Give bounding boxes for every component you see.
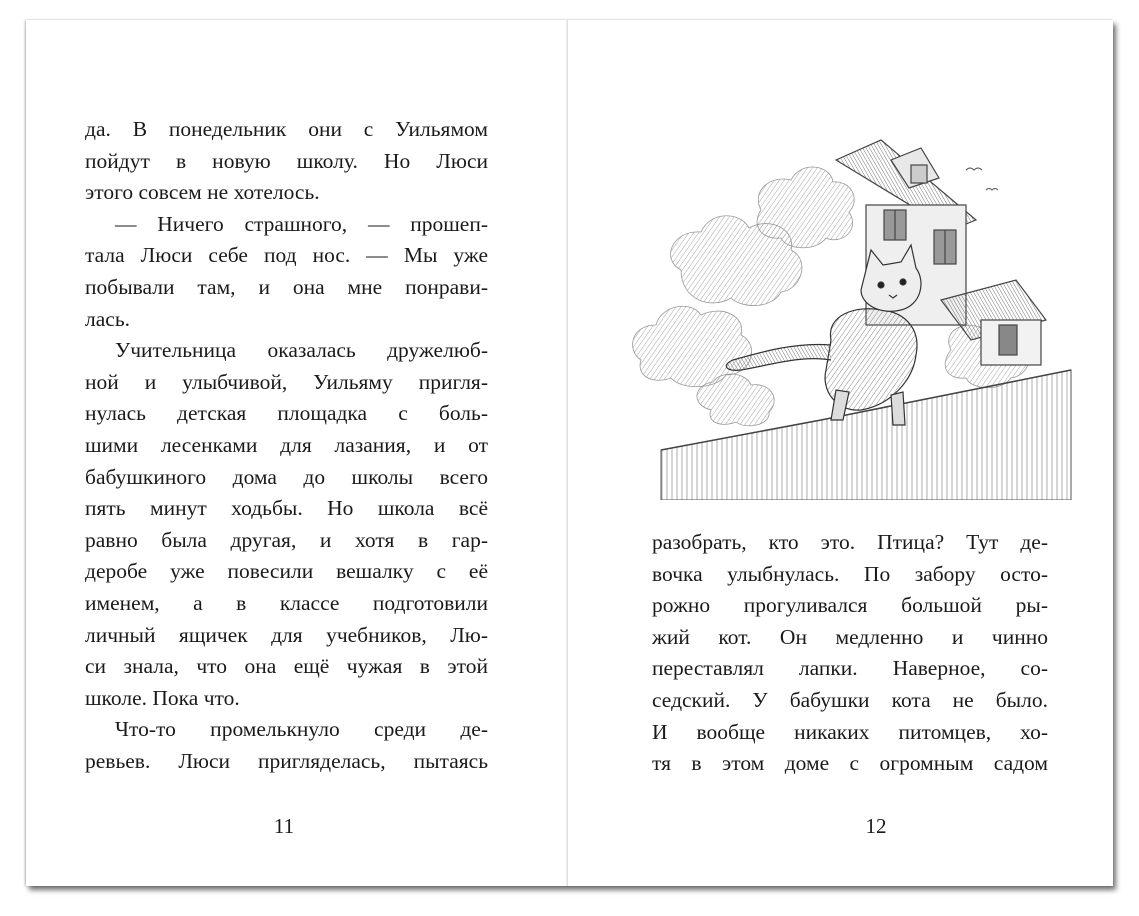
- text-line: нулась детская площадка с боль-: [85, 401, 488, 426]
- text-line: жий кот. Он медленно и чинно: [652, 624, 1048, 649]
- cat-on-fence-illustration: [621, 120, 1081, 500]
- text-line: да. В понедельник они с Уильямом: [85, 117, 488, 141]
- text-line: пойдут в новую школу. Но Люси: [85, 148, 488, 173]
- text-line: побывали там, и она мне понрави-: [85, 274, 488, 299]
- text-line: именем, а в классе подготовили: [85, 590, 488, 615]
- left-page-text: [85, 114, 488, 777]
- text-line: переставлял лапки. Наверное, со-: [652, 656, 1048, 681]
- text-line: ревьев. Люси пригляделась, пытаясь: [85, 748, 488, 773]
- text-line: — Ничего страшного, — прошеп-: [115, 211, 488, 236]
- right-page: [568, 20, 1113, 886]
- page-number-left: 11: [273, 814, 295, 838]
- text-line: ной и улыбчивой, Уильяму пригля-: [85, 369, 488, 394]
- text-line: си знала, что она ещё чужая в этой: [85, 654, 488, 679]
- text-line: лась.: [85, 306, 130, 331]
- text-line: Учительница оказалась дружелюб-: [115, 338, 488, 363]
- text-line: рожно прогуливался большой ры-: [652, 593, 1048, 618]
- book-spread: [26, 20, 1113, 886]
- text-line: разобрать, кто это. Птица? Тут де-: [652, 530, 1048, 554]
- text-line: тя в этом доме с огромным садом: [652, 751, 1048, 776]
- text-line: вочка улыбнулась. По забору осто-: [652, 561, 1048, 586]
- text-line: этого совсем не хотелось.: [85, 180, 320, 205]
- left-page: [26, 20, 568, 886]
- text-line: тала Люси себе под нос. — Мы уже: [85, 243, 488, 268]
- text-line: седский. У бабушки кота не было.: [652, 687, 1048, 712]
- text-line: Что-то промелькнуло среди де-: [115, 717, 488, 742]
- text-line: шими лесенками для лазания, и от: [85, 432, 488, 457]
- text-line: школе. Пока что.: [85, 685, 240, 710]
- page-number-right: 12: [865, 814, 887, 838]
- birds: [966, 168, 998, 190]
- text-line: пять минут ходьбы. Но школа всё: [85, 496, 488, 521]
- text-line: И вообще никаких питомцев, хо-: [652, 719, 1048, 744]
- text-line: личный ящичек для учебников, Лю-: [85, 622, 488, 647]
- right-page-text: [652, 527, 1048, 780]
- text-line: равно была другая, и хотя в гар-: [85, 527, 488, 552]
- text-line: бабушкиного дома до школы всего: [85, 464, 488, 489]
- text-line: деробе уже повесили вешалку с её: [85, 559, 488, 584]
